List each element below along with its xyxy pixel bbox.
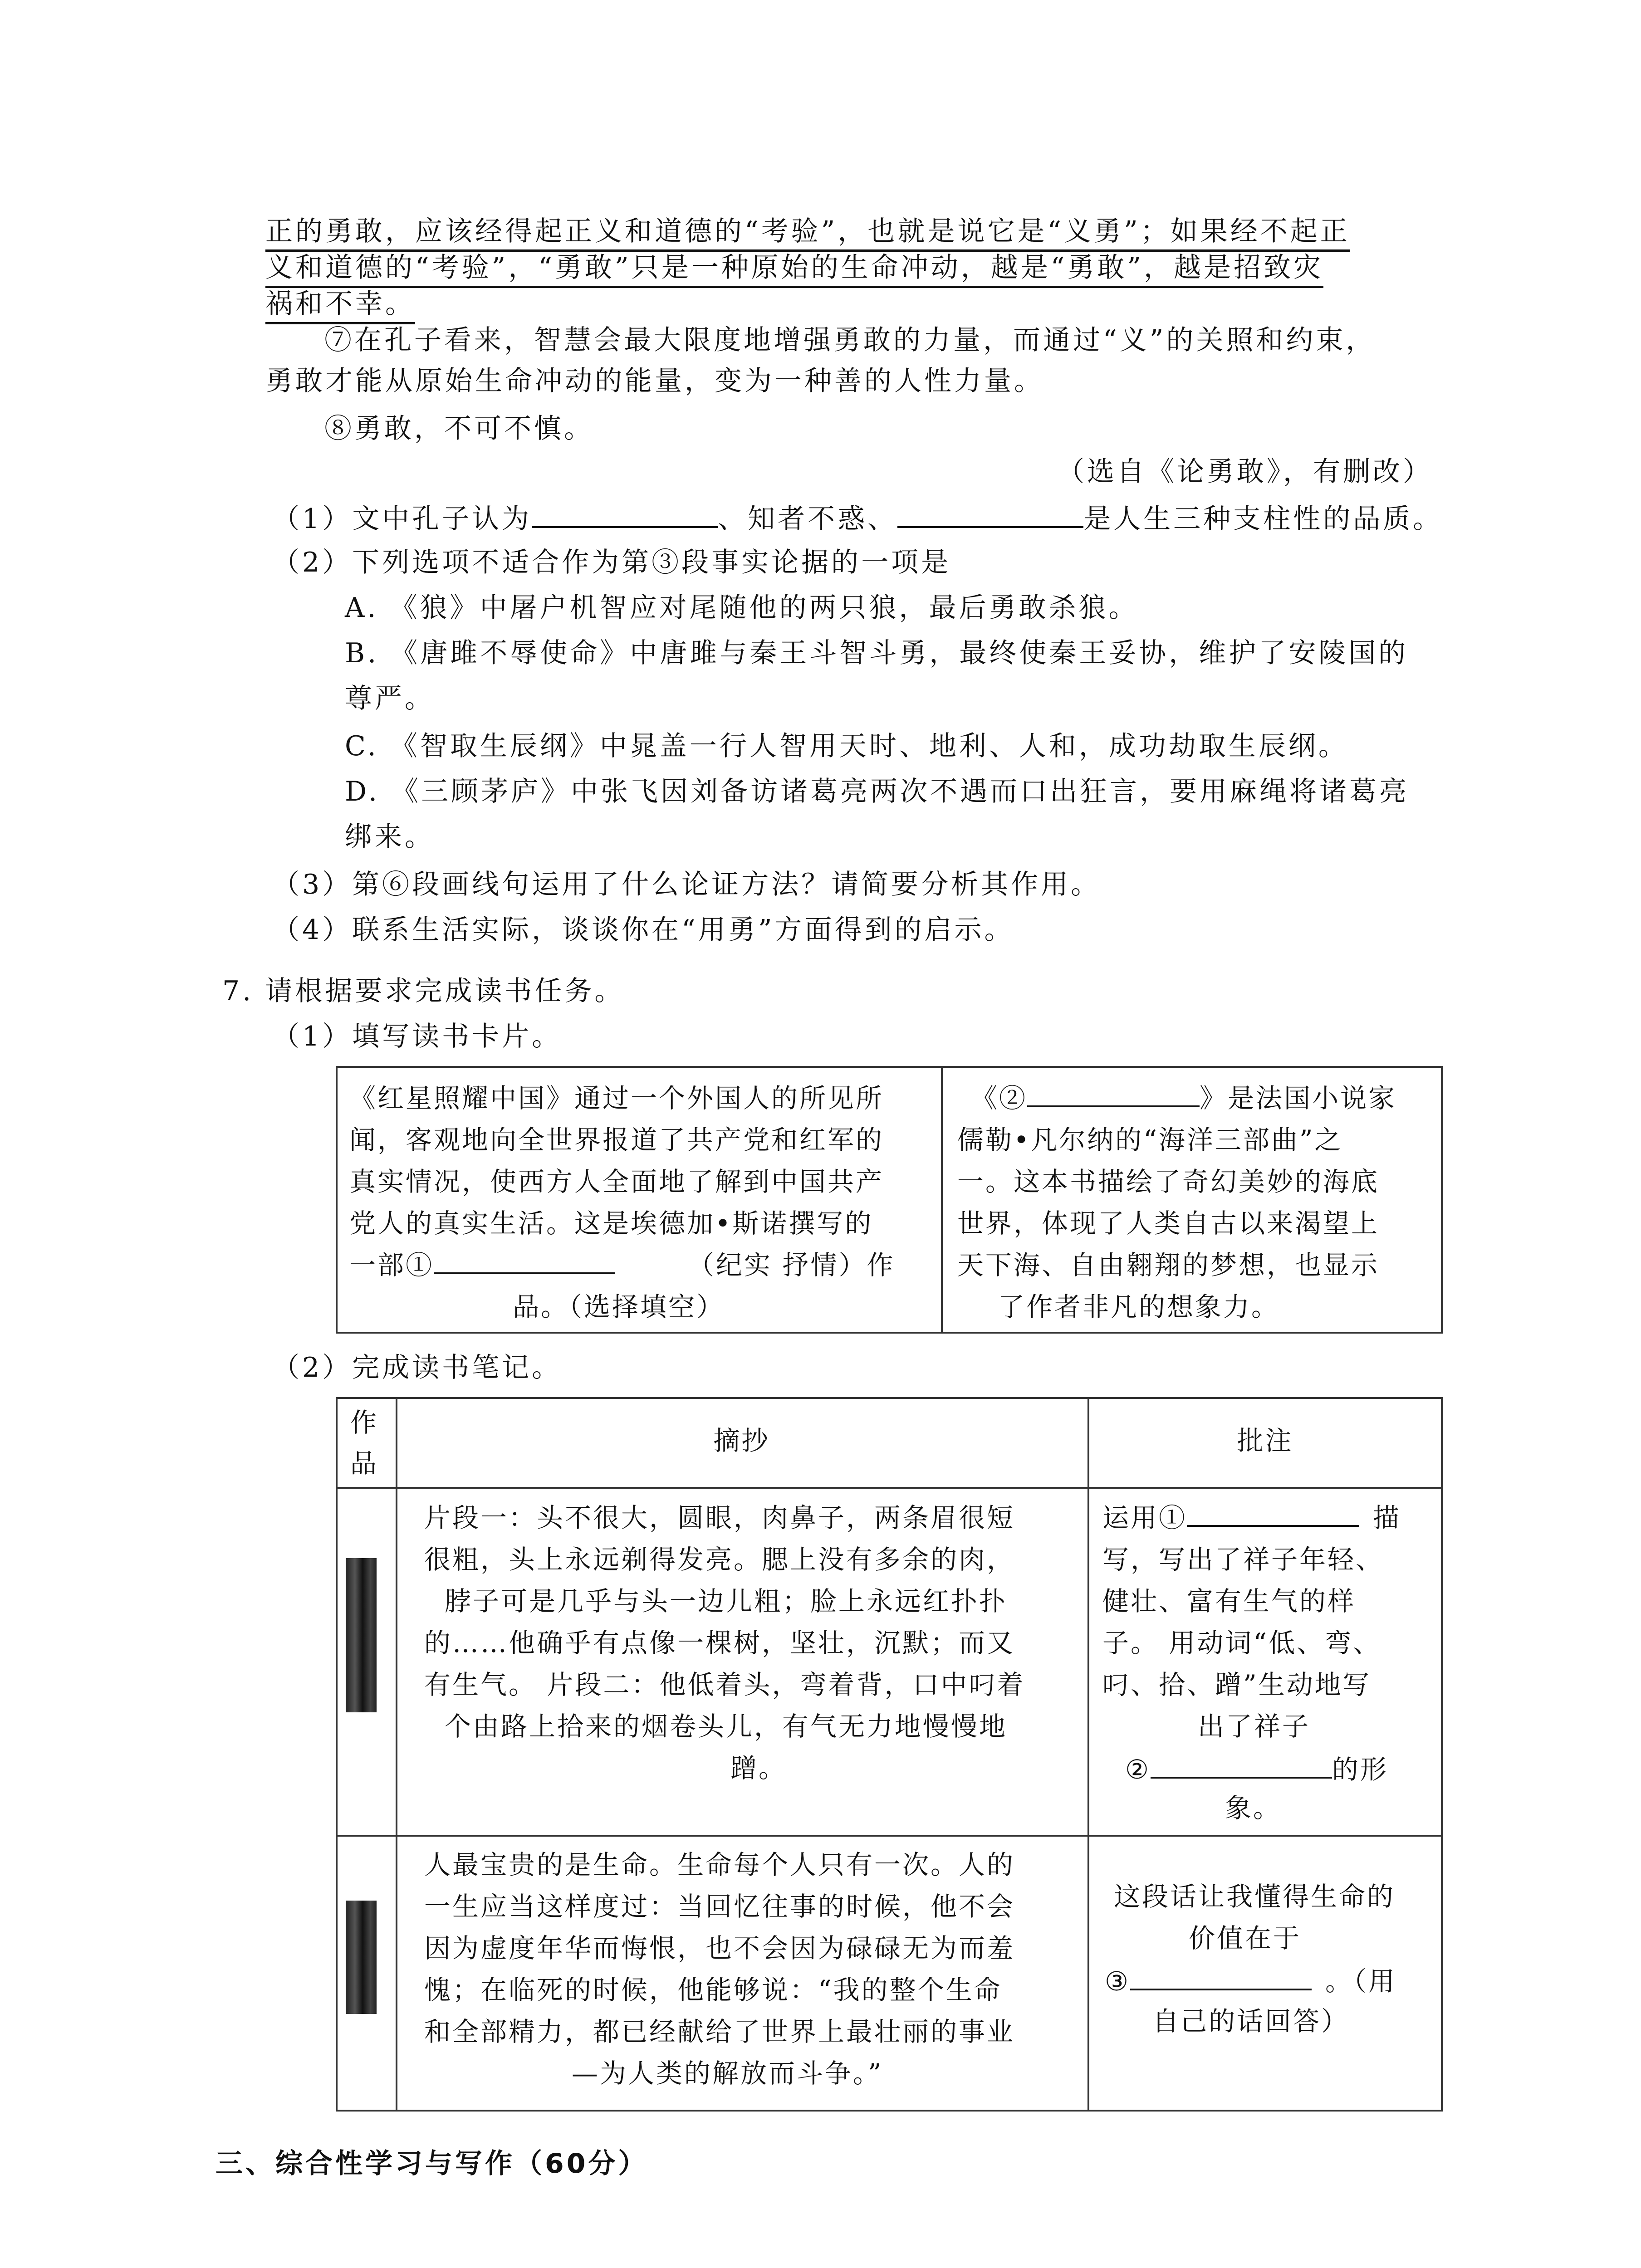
header-work-l1: 作 <box>350 1407 379 1438</box>
row1-excerpt-line: 的……他确乎有点像一棵树，坚壮，沉默；而又 <box>424 1628 1015 1658</box>
notes-table-row-divider <box>336 1835 1443 1837</box>
answer-blank[interactable] <box>1151 1750 1332 1779</box>
row1-excerpt-line: 很粗，头上永远剃得发亮。腮上没有多余的肉， <box>424 1544 1015 1575</box>
notes-table-col-divider-1 <box>396 1397 397 2112</box>
card-right-line-1: 《② 》是法国小说家 <box>971 1077 1396 1119</box>
row2-excerpt-line: 人最宝贵的是生命。生命每个人只有一次。人的 <box>424 1849 1015 1880</box>
row2-comment-line: 这段话让我懂得生命的 <box>1114 1881 1396 1912</box>
underlined-sentence-line-2: 义和道德的“考验”，“勇敢”只是一种原始的生命冲动，越是“勇敢”，越是招致灾 <box>265 249 1323 288</box>
row1-comment-line: 运用① 描 <box>1102 1497 1401 1539</box>
row1-excerpt-line: 脖子可是几乎与头一边儿粗；脸上永远红扑扑 <box>445 1586 1008 1617</box>
row2-excerpt-line: 因为虚度年华而悔恨，也不会因为碌碌无为而羞 <box>424 1933 1015 1964</box>
header-work-l2: 品 <box>350 1448 379 1479</box>
q7-sub1: （1）填写读书卡片。 <box>272 1021 562 1052</box>
row1-comment-line: 健壮、富有生气的样 <box>1102 1586 1356 1617</box>
reading-card-divider <box>941 1066 943 1334</box>
answer-blank[interactable] <box>1027 1078 1200 1107</box>
card-left-line-6: 品。（选择填空） <box>513 1291 725 1322</box>
answer-blank[interactable] <box>1130 1961 1312 1990</box>
row2-comment-line: 价值在于 <box>1189 1923 1302 1954</box>
row2-excerpt-line: 和全部精力，都已经献给了世界上最壮丽的事业 <box>424 2016 1015 2047</box>
answer-blank[interactable] <box>532 499 718 528</box>
card-right-line-6: 了作者非凡的想象力。 <box>998 1291 1280 1322</box>
section-3-heading: 三、综合性学习与写作（60分） <box>216 2148 648 2180</box>
row2-excerpt-line: —为人类的解放而斗争。” <box>572 2058 883 2089</box>
q6-sub3: （3）第⑥段画线句运用了什么论证方法？请简要分析其作用。 <box>272 869 1101 900</box>
card-right-line-3: 一。这本书描绘了奇幻美妙的海底 <box>957 1166 1380 1197</box>
row1-comment-line: 写，写出了祥子年轻、 <box>1102 1544 1384 1575</box>
q6-option-a: A. 《狼》中屠户机智应对尾随他的两只狼，最后勇敢杀狼。 <box>345 592 1139 624</box>
card-right-line-2: 儒勒•凡尔纳的“海洋三部曲”之 <box>957 1124 1343 1155</box>
card-right-line-4: 世界，体现了人类自古以来渴望上 <box>957 1208 1380 1239</box>
row1-excerpt-line: 片段一：头不很大，圆眼，肉鼻子，两条眉很短 <box>424 1502 1015 1533</box>
card-left-line-4: 党人的真实生活。这是埃德加•斯诺撰写的 <box>349 1208 873 1239</box>
q6-option-d-line-1: D. 《三顾茅庐》中张飞因刘备访诸葛亮两次不遇而口出狂言，要用麻绳将诸葛亮 <box>345 776 1410 807</box>
answer-blank[interactable] <box>434 1245 615 1274</box>
underlined-sentence-line-3: 祸和不幸。 <box>265 286 415 324</box>
card-right-line-5: 天下海、自由翱翔的梦想，也显示 <box>957 1250 1380 1281</box>
q7-title: 7. 请根据要求完成读书任务。 <box>222 975 625 1007</box>
q6-option-b-line-1: B. 《唐雎不辱使命》中唐雎与秦王斗智斗勇，最终使秦王妥协，维护了安陵国的 <box>345 637 1409 669</box>
row1-comment-line: 子。 用动词“低、弯、 <box>1102 1628 1381 1658</box>
row2-comment-line: ③ 。（用 <box>1105 1960 1396 2002</box>
q6-option-d-line-2: 绑来。 <box>345 821 435 853</box>
answer-blank[interactable] <box>897 499 1083 528</box>
q6-sub4: （4）联系生活实际，谈谈你在“用勇”方面得到的启示。 <box>272 914 1014 946</box>
card-left-line-5: 一部① （纪实 抒情）作 <box>349 1244 895 1286</box>
row1-comment-line: 象。 <box>1225 1793 1282 1823</box>
paragraph-7-line-2: 勇敢才能从原始生命冲动的能量，变为一种善的人性力量。 <box>265 365 1044 397</box>
source-citation: （选自《论勇敢》，有删改） <box>1057 456 1433 488</box>
notes-table-col-divider-2 <box>1087 1397 1089 2112</box>
book-cover-camel-xiangzi <box>346 1558 377 1712</box>
row2-excerpt-line: 一生应当这样度过：当回忆往事的时候，他不会 <box>424 1891 1015 1922</box>
book-cover-steel <box>346 1901 377 2014</box>
row1-comment-line: ② 的形 <box>1125 1749 1388 1790</box>
row1-comment-line: 出了祥子 <box>1198 1711 1311 1742</box>
row2-comment-line: 自己的话回答） <box>1152 2006 1350 2037</box>
header-excerpt: 摘抄 <box>713 1425 770 1456</box>
paragraph-7-line-1: ⑦在孔子看来，智慧会最大限度地增强勇敢的力量，而通过“义”的关照和约束， <box>324 324 1376 356</box>
row1-excerpt-line: 个由路上拾来的烟卷头儿，有气无力地慢慢地 <box>445 1711 1008 1742</box>
paragraph-8: ⑧勇敢，不可不慎。 <box>324 413 594 445</box>
card-left-line-2: 闻，客观地向全世界报道了共产党和红军的 <box>349 1124 884 1155</box>
row2-excerpt-line: 愧；在临死的时候，他能够说：“我的整个生命 <box>424 1975 1002 2005</box>
q6-sub2: （2）下列选项不适合作为第③段事实论据的一项是 <box>272 547 951 578</box>
card-left-line-3: 真实情况，使西方人全面地了解到中国共产 <box>349 1166 884 1197</box>
q7-sub2: （2）完成读书笔记。 <box>272 1352 562 1383</box>
answer-blank[interactable] <box>1187 1498 1359 1527</box>
q6-option-b-line-2: 尊严。 <box>345 683 435 714</box>
row1-excerpt-line: 有生气。 片段二：他低着头，弯着背，口中叼着 <box>424 1669 1025 1700</box>
header-comment: 批注 <box>1237 1425 1293 1456</box>
underlined-sentence-line-1: 正的勇敢，应该经得起正义和道德的“考验”，也就是说它是“义勇”；如果经不起正 <box>265 213 1350 252</box>
q6-option-c: C. 《智取生辰纲》中晁盖一行人智用天时、地利、人和，成功劫取生辰纲。 <box>345 730 1348 762</box>
row1-comment-line: 叼、拾、蹭”生动地写 <box>1102 1669 1371 1700</box>
notes-table-header-divider <box>336 1487 1443 1489</box>
card-left-line-1: 《红星照耀中国》通过一个外国人的所见所 <box>349 1083 884 1114</box>
row1-excerpt-line: 蹭。 <box>730 1753 787 1784</box>
q6-sub1: （1）文中孔子认为 、知者不惑、 是人生三种支柱性的品质。 <box>272 499 1443 537</box>
